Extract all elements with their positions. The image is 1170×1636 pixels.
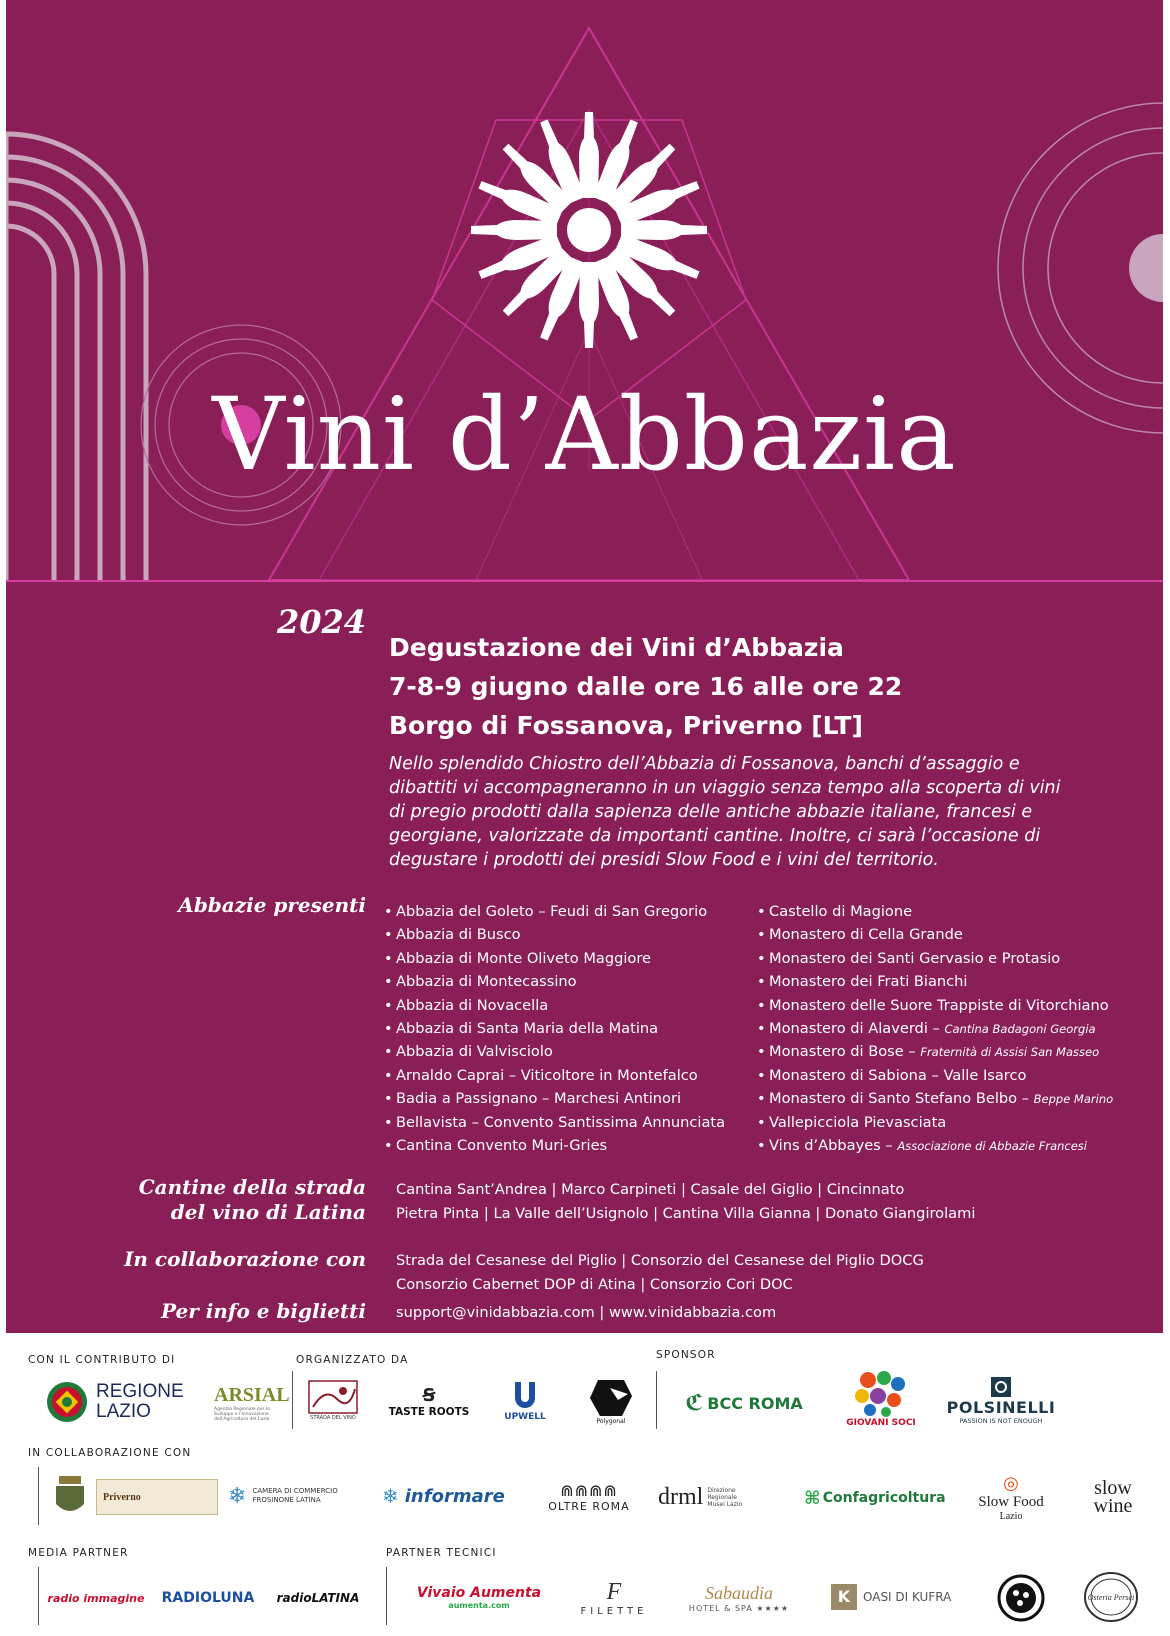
bullet-icon: • [384, 1019, 393, 1037]
info-label: Per info e biglietti [160, 1299, 366, 1323]
confagricoltura-icon: ⌘ [804, 1487, 821, 1509]
cantine-label-line: del vino di Latina [170, 1200, 366, 1224]
osteria-text: Osteria Persei [1087, 1592, 1135, 1602]
abbazia-name: Vins d’Abbayes – [769, 1136, 898, 1154]
collaborazione-list [396, 1249, 924, 1297]
filette-text: FILETTE [580, 1606, 648, 1617]
organizzato-heading: ORGANIZZATO DA [296, 1354, 409, 1366]
sabaudia-text: Sabaudia [704, 1583, 773, 1603]
abbazia-name: Monastero di Cella Grande [769, 926, 963, 944]
abbazia-item [384, 923, 725, 946]
bullet-icon: • [384, 1136, 393, 1154]
description-line: dibattiti vi accompagneranno in un viaggio senza tempo alla scoperta di vini [389, 778, 1061, 798]
abbazia-name: Arnaldo Caprai – Viticoltore in Montefalco [396, 1066, 698, 1084]
taste-roots-logo [384, 1377, 474, 1425]
slow-food-logo [961, 1469, 1061, 1525]
footer-separator [656, 1371, 657, 1429]
arsial-subtext: Agenzia Regionale per lo Sviluppo e l'Innovazione dell'Agricoltura del Lazio [214, 1407, 270, 1422]
bullet-icon: • [384, 903, 393, 920]
sponsor-footer [6, 1333, 1163, 1636]
oasi-kufra-logo [831, 1577, 971, 1617]
abbazia-name: Castello di Magione [769, 903, 913, 920]
giovani-soci-text: GIOVANI SOCI [846, 1418, 916, 1428]
abbazia-name: Abbazia di Busco [396, 926, 521, 944]
abbazia-name: Abbazia di Montecassino [396, 973, 577, 991]
abbazia-item [384, 1087, 725, 1110]
arsial-logo [214, 1377, 290, 1429]
polsinelli-text: POLSINELLI [946, 1397, 1056, 1417]
abbazia-item [384, 970, 725, 993]
oltre-roma-text: OLTRE ROMA [548, 1500, 630, 1513]
abbazia-item [384, 1111, 725, 1134]
event-year: 2024 [276, 603, 366, 641]
collab-heading: IN COLLABORAZIONE CON [28, 1447, 192, 1459]
sabaudia-sub: HOTEL & SPA ★★★★ [688, 1604, 790, 1613]
footer-separator [386, 1567, 387, 1625]
arsial-text: ARSIAL [214, 1384, 290, 1406]
footer-separator [38, 1567, 39, 1625]
taste-roots-text: TASTE ROOTS [388, 1405, 470, 1418]
bottle-petal [621, 220, 707, 240]
polygonal-logo [576, 1373, 646, 1429]
snowflake-icon: ❄ [382, 1484, 399, 1508]
bottle-petal [471, 220, 557, 240]
event-title: Degustazione dei Vini d’Abbazia [389, 633, 844, 662]
bottle-petal [579, 112, 599, 198]
abbazia-item [757, 994, 1113, 1017]
cantine-line: Cantina Sant’Andrea | Marco Carpineti | Casale del Giglio | Cincinnato [396, 1181, 905, 1198]
slow-food-sub: Lazio [999, 1510, 1023, 1522]
abbazia-item [757, 1064, 1113, 1087]
snail-icon: ◎ [1003, 1472, 1019, 1494]
giovani-soci-logo [836, 1363, 926, 1435]
vivaio-sub: aumenta.com [448, 1600, 510, 1610]
abbazia-name: Abbazia di Valvisciolo [396, 1043, 553, 1061]
bullet-icon: • [384, 1043, 393, 1061]
abbazia-item [757, 900, 1113, 923]
abbazia-name: Monastero di Sabiona – Valle Isarco [769, 1066, 1027, 1084]
description-line: Nello splendido Chiostro dell’Abbazia di Fossanova, banchi d’assaggio e [389, 754, 1020, 774]
abbazia-note: Fraternità di Assisi San Masseo [920, 1045, 1100, 1060]
bullet-icon: • [757, 996, 766, 1014]
confagricoltura-logo [804, 1483, 944, 1513]
poster [6, 0, 1163, 1636]
bullet-icon: • [757, 949, 766, 967]
cantine-label-line: Cantine della strada [138, 1175, 366, 1199]
direzione-text: Direzione Regionale Musei Lazio [707, 1486, 743, 1508]
taste-roots-icon: Ꞩ [422, 1384, 436, 1406]
radio-immagine-text: radio immagine [47, 1591, 145, 1605]
contributo-heading: CON IL CONTRIBUTO DI [28, 1354, 176, 1366]
abbazia-item [757, 947, 1113, 970]
bcc-roma-text: BCC ROMA [707, 1393, 803, 1413]
bullet-icon: • [757, 1090, 766, 1108]
tecnici-heading: PARTNER TECNICI [386, 1547, 497, 1559]
polsinelli-icon [990, 1376, 1012, 1398]
abbazia-item [757, 1017, 1113, 1040]
strada-del-vino-text: STRADA DEL VINO [310, 1415, 356, 1421]
hero-panel [6, 0, 1163, 1333]
abbazie-label: Abbazie presenti [178, 893, 366, 917]
osteria-persei-logo [1076, 1569, 1146, 1625]
giovani-soci-icon [848, 1370, 914, 1418]
decorative-artwork [6, 0, 1163, 582]
vivaio-text: Vivaio Aumenta [416, 1584, 542, 1601]
bullet-icon: • [384, 926, 393, 944]
description-line: georgiane, valorizzate da importanti cantine. Inoltre, ci sarà l’occasione di [389, 826, 1041, 846]
sabaudia-logo [674, 1573, 804, 1623]
bullet-icon: • [757, 973, 766, 991]
polsinelli-tagline: PASSION IS NOT ENOUGH [959, 1416, 1043, 1425]
abbazia-name: Cantina Convento Muri-Gries [396, 1136, 608, 1154]
bcc-icon: ℭ [685, 1390, 704, 1416]
abbazia-item [384, 900, 725, 923]
radio-luna-text: RADIOLUNA [161, 1590, 255, 1606]
description-line: degustare i prodotti dei presidi Slow Food e i vini del territorio. [389, 850, 939, 870]
sommelier-emblem-icon [996, 1573, 1046, 1623]
polygonal-icon [588, 1378, 634, 1418]
strada-del-vino-logo [299, 1371, 367, 1429]
sommelier-logo [990, 1571, 1052, 1625]
bullet-icon: • [384, 1066, 393, 1084]
bullet-icon: • [757, 1066, 766, 1084]
abbazia-item [384, 994, 725, 1017]
arches-icon: ⋒⋒⋒⋒ [560, 1481, 618, 1500]
abbazia-name: Vallepicciola Pievasciata [769, 1113, 947, 1131]
abbazia-name: Monastero delle Suore Trappiste di Vitorchiano [769, 996, 1109, 1014]
abbazia-note: Beppe Marino [1033, 1092, 1114, 1107]
abbazia-item [757, 970, 1113, 993]
slow-wine-line: slow [1094, 1477, 1132, 1499]
abbazia-item [384, 1040, 725, 1063]
confagricoltura-text: Confagricoltura [822, 1490, 946, 1506]
bullet-icon: • [384, 996, 393, 1014]
bullet-icon: • [384, 949, 393, 967]
footer-separator [292, 1371, 293, 1429]
bullet-icon: • [757, 903, 766, 920]
abbazia-item [757, 1134, 1113, 1157]
divider-line [6, 580, 1163, 582]
poster-title: Vini d’Abbazia [212, 376, 957, 493]
bullet-icon: • [384, 973, 393, 991]
bcc-roma-logo [674, 1383, 814, 1423]
abbazia-name: Monastero dei Santi Gervasio e Protasio [769, 949, 1061, 967]
description-line: di pregio prodotti dalla sapienza delle antiche abbazie italiane, francesi e [389, 802, 1033, 822]
abbazia-item [757, 1111, 1113, 1134]
info-contact[interactable]: support@vinidabbazia.com | www.vinidabbazia.com [396, 1304, 777, 1321]
musei-lazio-logo [658, 1479, 778, 1515]
abbazia-item [384, 1134, 725, 1157]
camera-line: CAMERA DI COMMERCIO [252, 1487, 338, 1495]
bullet-icon: • [757, 1113, 766, 1131]
abbazia-item [384, 1017, 725, 1040]
filette-icon: F [606, 1579, 622, 1605]
vivaio-aumenta-logo [404, 1577, 554, 1617]
filette-logo [564, 1567, 664, 1629]
footer-separator [38, 1467, 39, 1525]
polsinelli-logo [936, 1369, 1066, 1431]
polygonal-text: Polygonal [596, 1417, 626, 1425]
abbazia-item [757, 923, 1113, 946]
abbazia-name: Monastero di Bose – [769, 1043, 921, 1061]
lazio-text: LAZIO [96, 1401, 151, 1422]
radio-latina-text: radioLATINA [276, 1591, 360, 1605]
abbazia-note: Cantina Badagoni Georgia [944, 1021, 1096, 1036]
abbazia-name: Abbazia di Monte Oliveto Maggiore [396, 949, 652, 967]
regione-lazio-emblem-icon [46, 1381, 88, 1423]
event-headline [389, 628, 902, 745]
kufra-text: OASI DI KUFRA [863, 1590, 952, 1604]
collaborazione-label: In collaborazione con [124, 1247, 366, 1271]
crest-icon [53, 1474, 87, 1518]
strada-del-vino-icon [307, 1379, 359, 1415]
bullet-icon: • [757, 1019, 766, 1037]
slow-wine-logo [1076, 1473, 1150, 1521]
event-location: Borgo di Fossanova, Priverno [LT] [389, 711, 863, 740]
priverno-text: Priverno [103, 1491, 141, 1503]
abbazie-list-left [384, 900, 725, 1157]
bullet-icon: • [757, 926, 766, 944]
bullet-icon: • [384, 1090, 393, 1108]
slow-food-text: Slow Food [978, 1493, 1044, 1510]
priverno-logo [96, 1479, 218, 1515]
sponsor-heading: SPONSOR [656, 1349, 716, 1361]
collaborazione-line: Consorzio Cabernet DOP di Atina | Consorzio Cori DOC [396, 1276, 793, 1293]
upwell-logo [486, 1373, 564, 1429]
cantine-list [396, 1178, 975, 1226]
bullet-icon: • [757, 1136, 766, 1154]
abbazia-name: Monastero dei Frati Bianchi [769, 973, 968, 991]
radio-immagine-logo [46, 1583, 146, 1613]
slow-wine-line: wine [1093, 1495, 1133, 1517]
radio-luna-logo [156, 1583, 260, 1613]
event-dates: 7-8-9 giugno dalle ore 16 alle ore 22 [389, 672, 903, 701]
abbazia-item [757, 1087, 1113, 1110]
abbazia-item [384, 1064, 725, 1087]
abbazia-name: Abbazia di Santa Maria della Matina [396, 1019, 659, 1037]
abbazia-name: Bellavista – Convento Santissima Annunciata [396, 1113, 726, 1131]
regione-text: REGIONE [96, 1381, 184, 1402]
abbazia-name: Abbazia di Novacella [396, 996, 549, 1014]
abbazie-list-right [757, 900, 1113, 1157]
upwell-icon [509, 1380, 541, 1412]
bottle-petal [579, 262, 599, 348]
radio-latina-logo [268, 1583, 368, 1613]
oltre-roma-logo [534, 1471, 644, 1523]
bullet-icon: • [757, 1043, 766, 1061]
event-description [389, 752, 1149, 872]
informare-text: informare [404, 1485, 505, 1507]
abbazia-name: Monastero di Santo Stefano Belbo – [769, 1090, 1034, 1108]
cantine-line: Pietra Pinta | La Valle dell’Usignolo | Cantina Villa Gianna | Donato Giangirolami [396, 1205, 976, 1222]
media-heading: MEDIA PARTNER [28, 1547, 129, 1559]
abbazia-note: Associazione di Abbazie Francesi [897, 1138, 1087, 1153]
camera-line: FROSINONE LATINA [252, 1496, 321, 1504]
regione-lazio-logo [46, 1377, 206, 1427]
comune-crest-logo [48, 1469, 92, 1523]
camera-commercio-logo [228, 1479, 368, 1513]
snowflake-icon: ❄ [228, 1483, 247, 1509]
cantine-label [86, 1175, 366, 1225]
upwell-text: UPWELL [504, 1412, 546, 1422]
abbazia-name: Badia a Passignano – Marchesi Antinori [396, 1090, 681, 1108]
abbazia-item [384, 947, 725, 970]
abbazia-item [757, 1040, 1113, 1063]
collaborazione-line: Strada del Cesanese del Piglio | Consorzio del Cesanese del Piglio DOCG [396, 1252, 924, 1269]
abbazia-name: Abbazia del Goleto – Feudi di San Gregorio [396, 903, 708, 920]
bullet-icon: • [384, 1113, 393, 1131]
kufra-k-icon: K [831, 1584, 857, 1610]
abbazia-name: Monastero di Alaverdi – [769, 1019, 945, 1037]
informare-logo [382, 1479, 522, 1513]
drm-icon: drml [658, 1483, 704, 1510]
